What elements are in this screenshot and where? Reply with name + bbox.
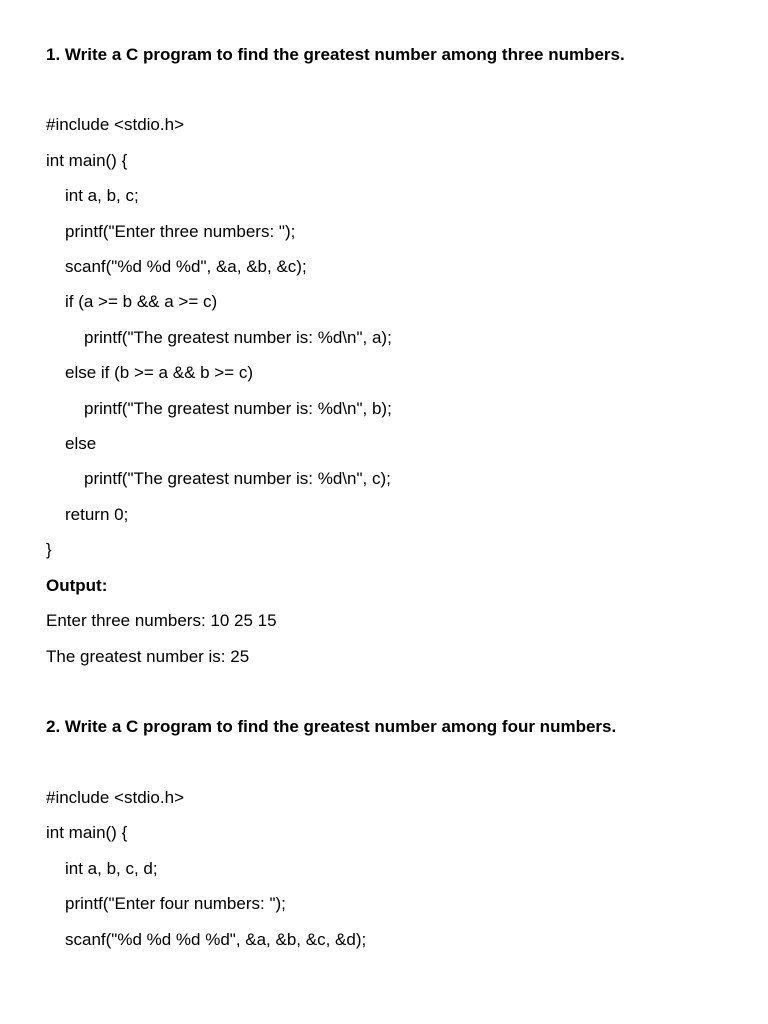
code-line: int a, b, c, d; bbox=[65, 859, 158, 878]
code-line: else if (b >= a && b >= c) bbox=[65, 363, 254, 382]
section2-heading: 2. Write a C program to find the greatest number among four numbers. bbox=[46, 717, 617, 736]
code-line: scanf("%d %d %d %d", &a, &b, &c, &d); bbox=[65, 930, 367, 949]
output-line: Enter three numbers: 10 25 15 bbox=[46, 611, 277, 630]
code-line: printf("The greatest number is: %d\n", b); bbox=[84, 399, 392, 418]
code-line: if (a >= b && a >= c) bbox=[65, 292, 218, 311]
code-line: else bbox=[65, 434, 97, 453]
code-line: int a, b, c; bbox=[65, 186, 139, 205]
code-line: int main() { bbox=[46, 151, 128, 170]
code-line: scanf("%d %d %d", &a, &b, &c); bbox=[65, 257, 307, 276]
code-line: printf("Enter four numbers: "); bbox=[65, 894, 286, 913]
code-line: printf("The greatest number is: %d\n", a); bbox=[84, 328, 392, 347]
code-line: printf("The greatest number is: %d\n", c); bbox=[84, 469, 391, 488]
code-line: int main() { bbox=[46, 823, 128, 842]
output-line: The greatest number is: 25 bbox=[46, 647, 250, 666]
code-line: #include <stdio.h> bbox=[46, 115, 184, 134]
code-line: #include <stdio.h> bbox=[46, 788, 184, 807]
code-line: printf("Enter three numbers: "); bbox=[65, 222, 296, 241]
code-line: return 0; bbox=[65, 505, 129, 524]
section1-heading: 1. Write a C program to find the greatest number among three numbers. bbox=[46, 45, 625, 64]
output-label: Output: bbox=[46, 576, 108, 595]
code-line: } bbox=[46, 540, 52, 559]
